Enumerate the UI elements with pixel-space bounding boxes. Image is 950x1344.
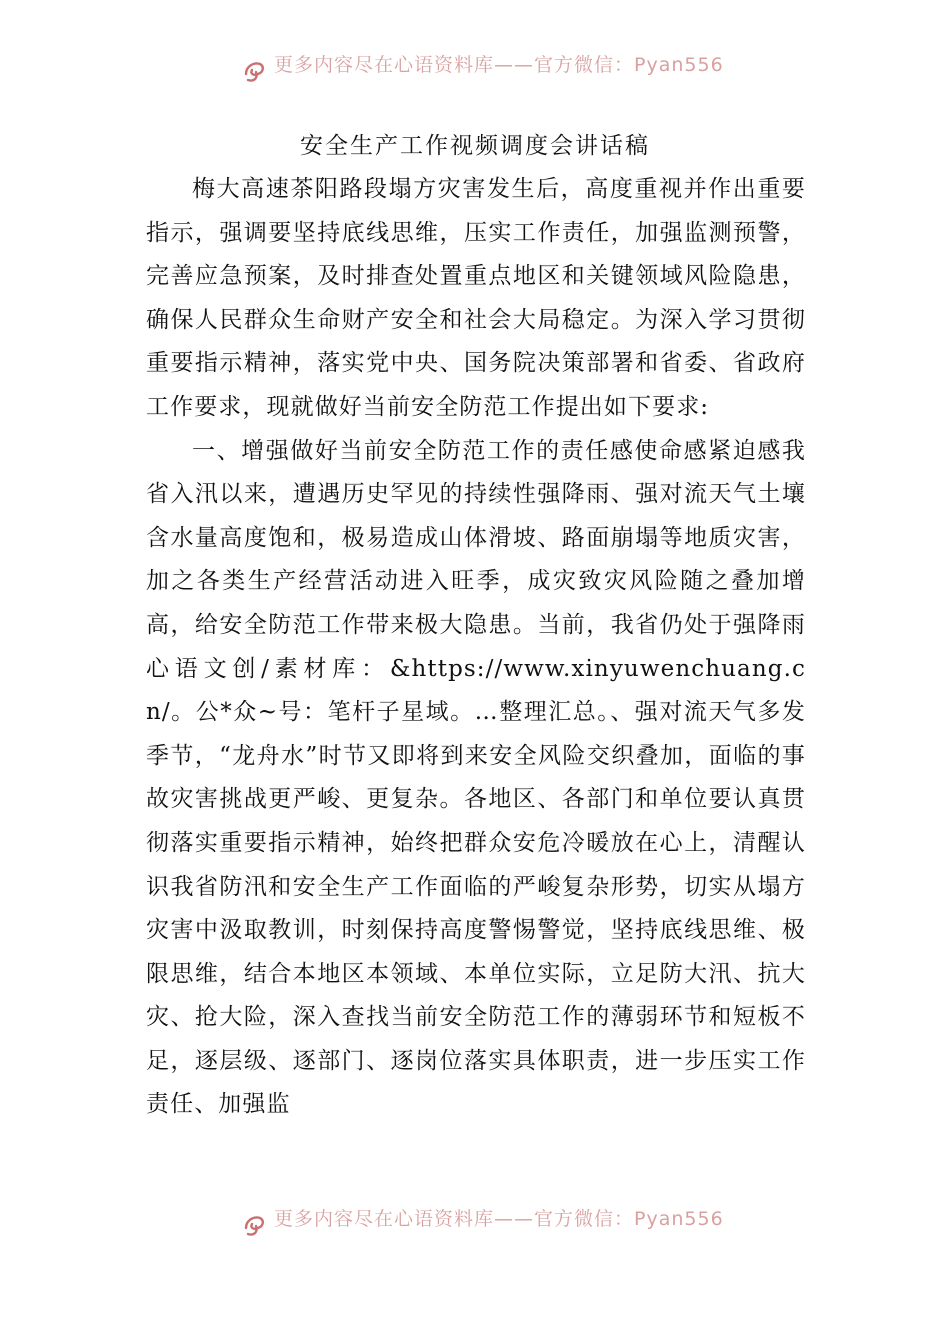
paragraph-section-one: 一、增强做好当前安全防范工作的责任感使命感紧迫感我省入汛以来，遭遇历史罕见的持续性强降雨、强对流天气土壤含水量高度饱和，极易造成山体滑坡、路面崩塌等地质灾害，加之各类生产经营活动进入旺季，成灾致灾风险随之叠加增高，给安全防范工作带来极大隐患。当前，我省仍处于强降雨心语文创/素材库：&https://www.xinyuwenchuang.cn/。公*众~号：笔杆子星域。…整理汇总。、强对流天气多发季节，“龙舟水”时节又即将到来安全风险交织叠加，面临的事故灾害挑战更严峻、更复杂。各地区、各部门和单位要认真贯彻落实重要指示精神，始终把群众安危冷暖放在心上，清醒认识我省防汛和安全生产工作面临的严峻复杂形势，切实从塌方灾害中汲取教训，时刻保持高度警惕警觉，坚持底线思维、极限思维，结合本地区本领域、本单位实际，立足防大汛、抗大灾、抢大险，深入查找当前安全防范工作的薄弱环节和短板不足，逐层级、逐部门、逐岗位落实具体职责，进一步压实工作责任、加强监	[146, 437, 806, 1118]
paragraph-intro: 梅大高速茶阳路段塌方灾害发生后，高度重视并作出重要指示，强调要坚持底线思维，压实工作责任，加强监测预警，完善应急预案，及时排查处置重点地区和关键领域风险隐患，确保人民群众生命财产安全和社会大局稳定。为深入学习贯彻重要指示精神，落实党中央、国务院决策部署和省委、省政府工作要求，现就做好当前安全防范工作提出如下要求:	[146, 176, 806, 420]
document-body	[146, 168, 806, 1127]
document-title: 安全生产工作视频调度会讲话稿	[300, 133, 650, 159]
watermark-logo-icon	[242, 1212, 268, 1238]
header-watermark	[0, 48, 950, 88]
watermark-logo-icon	[242, 58, 268, 84]
watermark-text: 更多内容尽在心语资料库——官方微信：Pyan556	[274, 1208, 724, 1230]
watermark-text: 更多内容尽在心语资料库——官方微信：Pyan556	[274, 54, 724, 76]
footer-watermark	[0, 1202, 950, 1242]
